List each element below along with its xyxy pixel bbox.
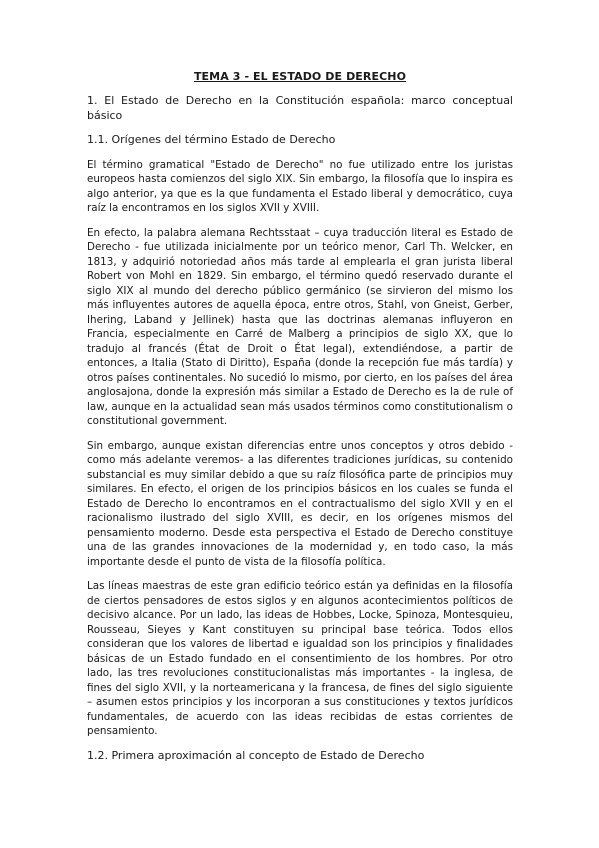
paragraph-2: En efecto, la palabra alemana Rechtsstaat – cuya traducción literal es Estado de Derecho - fue utilizada inicialmente por un teórico menor, Carl Th. Welcker, en 1813, y adquirió notoriedad años más tarde al emplearla el gran jurista liberal Robert von Mohl en 1829. Sin embargo, el término quedó reservado durante el siglo XIX al mundo del derecho público germánico (se sirvieron del mismo los más influyentes autores de aquella época, entre otros, Stahl, von Gneist, Gerber, Ihering, Laband y Jellinek) hasta que las doctrinas alemanas influyeron en Francia, especialmente en Carré de Malberg a principios de siglo XX, que lo tradujo al francés (État de Droit o État legal), extendiéndose, a partir de entonces, a Italia (Stato di Diritto), España (donde la recepción fue más tardía) y otros países continentales. No sucedió lo mismo, por cierto, en los países del área anglosajona, donde la expresión más similar a Estado de Derecho es la de rule of law, aunque en la actualidad sean más usados términos como constitutionalism o constitutional government. xyxy=(87,226,513,428)
section-heading-1-2: 1.2. Primera aproximación al concepto de Estado de Derecho xyxy=(87,748,425,762)
document-title: TEMA 3 - EL ESTADO DE DERECHO xyxy=(193,70,407,83)
section-heading-1-1: 1.1. Orígenes del término Estado de Derecho xyxy=(87,133,336,147)
paragraph-3: Sin embargo, aunque existan diferencias entre unos conceptos y otros debido - como más adelante veremos- a las diferentes tradiciones jurídicas, su contenido substancial es muy similar debido a que su raíz filosófica parte de principios muy similares. En efecto, el origen de los principios básicos en los cuales se funda el Estado de Derecho lo encontramos en el contractualismo del siglo XVII y en el racionalismo ilustrado del siglo XVIII, es decir, en los orígenes mismos del pensamiento moderno. Desde esta perspectiva el Estado de Derecho constituye una de las grandes innovaciones de la modernidad y, en todo caso, la más importante desde el punto de vista de la filosofía política. xyxy=(87,439,513,568)
section-heading-1: 1. El Estado de Derecho en la Constitución española: marco conceptual básico xyxy=(87,94,513,122)
paragraph-1: El término gramatical "Estado de Derecho" no fue utilizado entre los juristas europeos hasta comienzos del siglo XIX. Sin embargo, la filosofía que lo inspira es algo anterior, ya que es la que fundamenta el Estado liberal y democrático, cuya raíz la encontramos en los siglos XVII y XVIII. xyxy=(87,158,513,215)
paragraph-4: Las líneas maestras de este gran edificio teórico están ya definidas en la filosofía de ciertos pensadores de estos siglos y en algunos acontecimientos políticos de decisivo alcance. Por un lado, las ideas de Hobbes, Locke, Spinoza, Montesquieu, Rousseau, Sieyes y Kant constituyen su principal base teórica. Todos ellos consideran que los valores de libertad e igualdad son los principios y finalidades básicas de un Estado fundado en el consentimiento de los hombres. Por otro lado, las tres revoluciones constitucionalistas más importantes - la inglesa, de fines del siglo XVII, y la norteamericana y la francesa, de fines del siglo siguiente – asumen estos principios y los incorporan a sus constituciones y textos jurídicos fundamentales, de acuerdo con las ideas recibidas de estas corrientes de pensamiento. xyxy=(87,580,513,738)
